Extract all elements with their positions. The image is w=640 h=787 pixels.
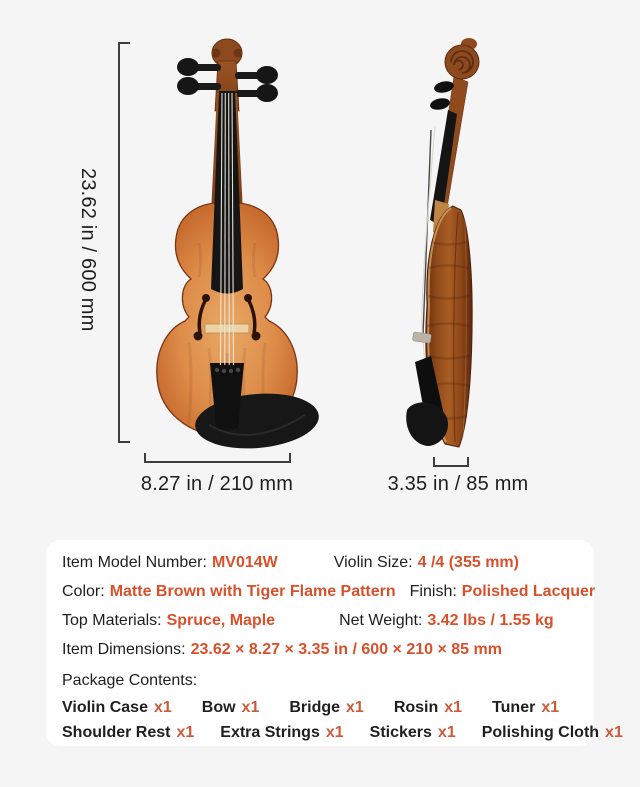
spec-item-model-number — [62, 548, 278, 577]
spec-row — [62, 606, 578, 635]
package-item-shoulder-rest — [62, 720, 194, 745]
package-item-rosin — [394, 695, 462, 720]
violin-front-bridge — [205, 324, 249, 333]
spec-finish — [410, 577, 596, 606]
spec-value: Matte Brown with Tiger Flame Pattern — [109, 583, 396, 600]
spec-net-weight — [339, 606, 554, 635]
height-dimension-label: 23.62 in / 600 mm — [77, 168, 99, 332]
spec-value: 3.42 lbs / 1.55 kg — [427, 612, 554, 629]
package-contents-row — [62, 695, 578, 720]
package-item-name: Polishing Cloth — [481, 724, 600, 741]
package-item-qty: x1 — [541, 699, 560, 716]
spec-row — [62, 548, 578, 577]
spec-label: Violin Size: — [333, 554, 413, 571]
package-item-violin-case — [62, 695, 172, 720]
package-item-qty: x1 — [437, 724, 456, 741]
package-item-qty: x1 — [153, 699, 172, 716]
package-item-name: Extra Strings — [220, 724, 320, 741]
spec-label: Color: — [62, 583, 105, 600]
package-item-name: Bow — [201, 699, 236, 716]
package-item-qty: x1 — [605, 724, 623, 741]
violin-side-image — [395, 30, 535, 452]
side-width-dimension-label: 3.35 in / 85 mm — [387, 473, 529, 495]
spec-row — [62, 635, 578, 664]
front-width-dimension-label: 8.27 in / 210 mm — [140, 473, 294, 495]
spec-row — [62, 577, 596, 606]
package-item-qty: x1 — [176, 724, 195, 741]
package-item-qty: x1 — [325, 724, 344, 741]
package-item-name: Bridge — [289, 699, 341, 716]
spec-label: Net Weight: — [339, 612, 423, 629]
package-item-bow — [202, 695, 260, 720]
package-item-polishing-cloth — [482, 720, 623, 745]
violin-front-image — [139, 33, 324, 453]
spec-label: Item Dimensions: — [62, 641, 186, 658]
violin-side-scroll — [445, 38, 479, 79]
package-item-tuner — [492, 695, 559, 720]
spec-label: Finish: — [409, 583, 457, 600]
package-item-qty: x1 — [444, 699, 463, 716]
package-item-name: Stickers — [369, 724, 432, 741]
spec-label: Item Model Number: — [62, 554, 207, 571]
package-contents-row — [62, 720, 623, 745]
spec-top-materials — [62, 606, 275, 635]
package-item-stickers — [370, 720, 456, 745]
package-item-name: Tuner — [492, 699, 536, 716]
spec-value: 4 /4 (355 mm) — [417, 554, 519, 571]
spec-value: MV014W — [211, 554, 278, 571]
spec-item-dimensions — [62, 635, 502, 664]
spec-value: Polished Lacquer — [461, 583, 596, 600]
package-item-qty: x1 — [346, 699, 364, 716]
spec-label: Top Materials: — [62, 612, 162, 629]
package-contents-title: Package Contents: — [62, 672, 198, 689]
spec-value: 23.62 × 8.27 × 3.35 in / 600 × 210 × 85 mm — [190, 641, 502, 658]
package-item-name: Rosin — [393, 699, 439, 716]
spec-value: Spruce, Maple — [166, 612, 276, 629]
package-item-name: Violin Case — [62, 699, 148, 716]
spec-color — [62, 577, 396, 606]
spec-violin-size — [334, 548, 519, 577]
package-item-name: Shoulder Rest — [62, 724, 171, 741]
package-item-qty: x1 — [241, 699, 260, 716]
package-item-bridge — [289, 695, 363, 720]
package-item-extra-strings — [220, 720, 343, 745]
spec-card — [46, 540, 623, 746]
